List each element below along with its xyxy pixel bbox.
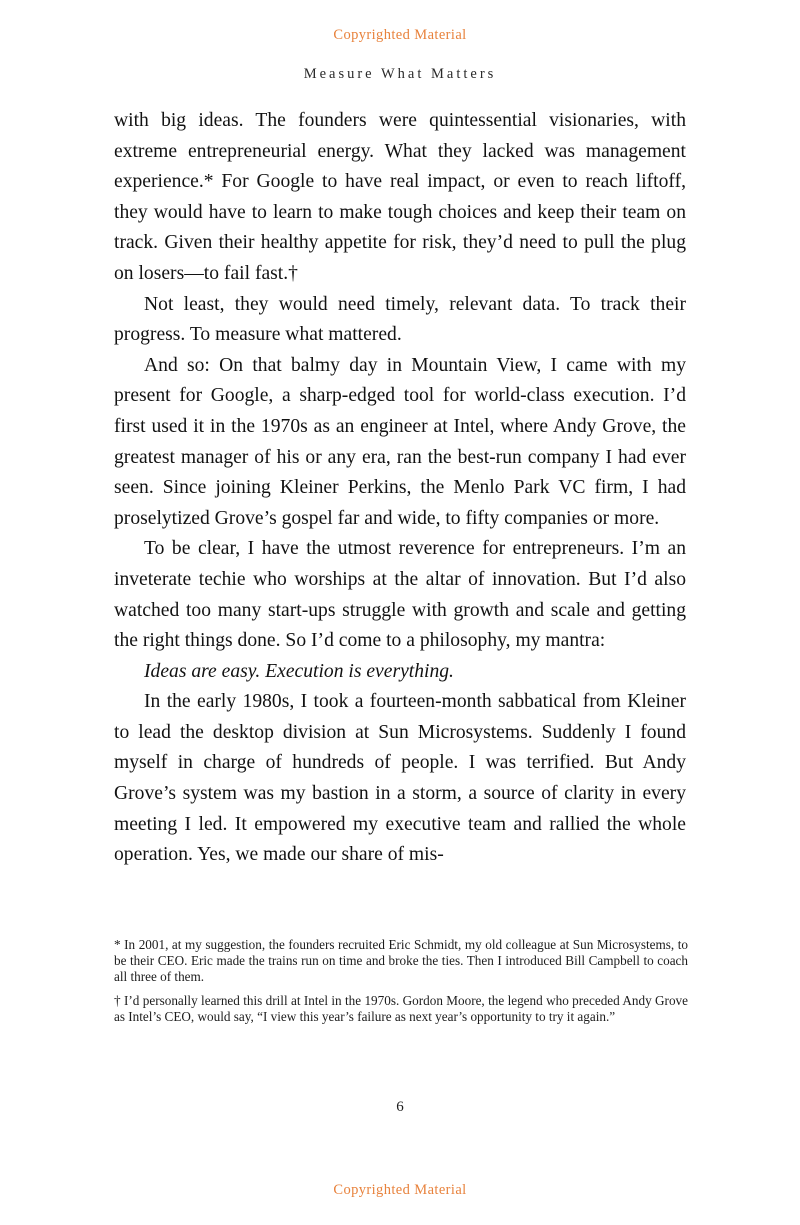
body-paragraph: Not least, they would need timely, relevant data. To track their progress. To measure what mattered. bbox=[114, 293, 686, 346]
page-number: 6 bbox=[396, 1099, 404, 1115]
copyright-notice-top: Copyrighted Material bbox=[333, 27, 467, 43]
footnote-asterisk: * In 2001, at my suggestion, the founders recruited Eric Schmidt, my old colleague at Sun Microsystems, to be their CEO. Eric made the trains run on time and broke the ties. Then I introduced Bill Campbell to coach all three of them. bbox=[114, 937, 688, 984]
body-paragraph: To be clear, I have the utmost reverence for entrepreneurs. I’m an inveterate techie who worships at the altar of innovation. But I’d also watched too many start-ups struggle with growth and scale and getting the right things done. So I’d come to a philosophy, my mantra: bbox=[114, 538, 686, 652]
footnotes-section bbox=[114, 937, 688, 1034]
copyright-notice-bottom: Copyrighted Material bbox=[333, 1182, 467, 1198]
body-paragraph: And so: On that balmy day in Mountain View, I came with my present for Google, a sharp-edged tool for world-class execution. I’d first used it in the 1970s as an engineer at Intel, where Andy Grove, the greatest manager of his or any era, ran the best-run company I had ever seen. Since joining Kleiner Perkins, the Menlo Park VC firm, I had proselytized Grove’s gospel far and wide, to fifty companies or more. bbox=[114, 354, 686, 529]
footnote-dagger: † I’d personally learned this drill at Intel in the 1970s. Gordon Moore, the legend who preceded Andy Grove as Intel’s CEO, would say, “I view this year’s failure as next year’s opportunity to try it again.” bbox=[114, 993, 688, 1025]
body-paragraph: with big ideas. The founders were quintessential visionaries, with extreme entrepreneurial energy. What they lacked was management experience.* For Google to have real impact, or even to reach liftoff, they would have to learn to make tough choices and keep their team on track. Given their healthy appetite for risk, they’d need to pull the plug on losers—to fail fast.† bbox=[114, 110, 686, 284]
body-text bbox=[114, 106, 686, 871]
running-header-book-title: Measure What Matters bbox=[303, 66, 497, 82]
body-paragraph: In the early 1980s, I took a fourteen-month sabbatical from Kleiner to lead the desktop division at Sun Microsystems. Suddenly I found myself in charge of hundreds of people. I was terrified. But Andy Grove’s system was my bastion in a storm, a source of clarity in every meeting I led. It empowered my executive team and rallied the whole operation. Yes, we made our share of mis- bbox=[114, 691, 686, 866]
body-paragraph-mantra: Ideas are easy. Execution is everything. bbox=[144, 660, 454, 682]
